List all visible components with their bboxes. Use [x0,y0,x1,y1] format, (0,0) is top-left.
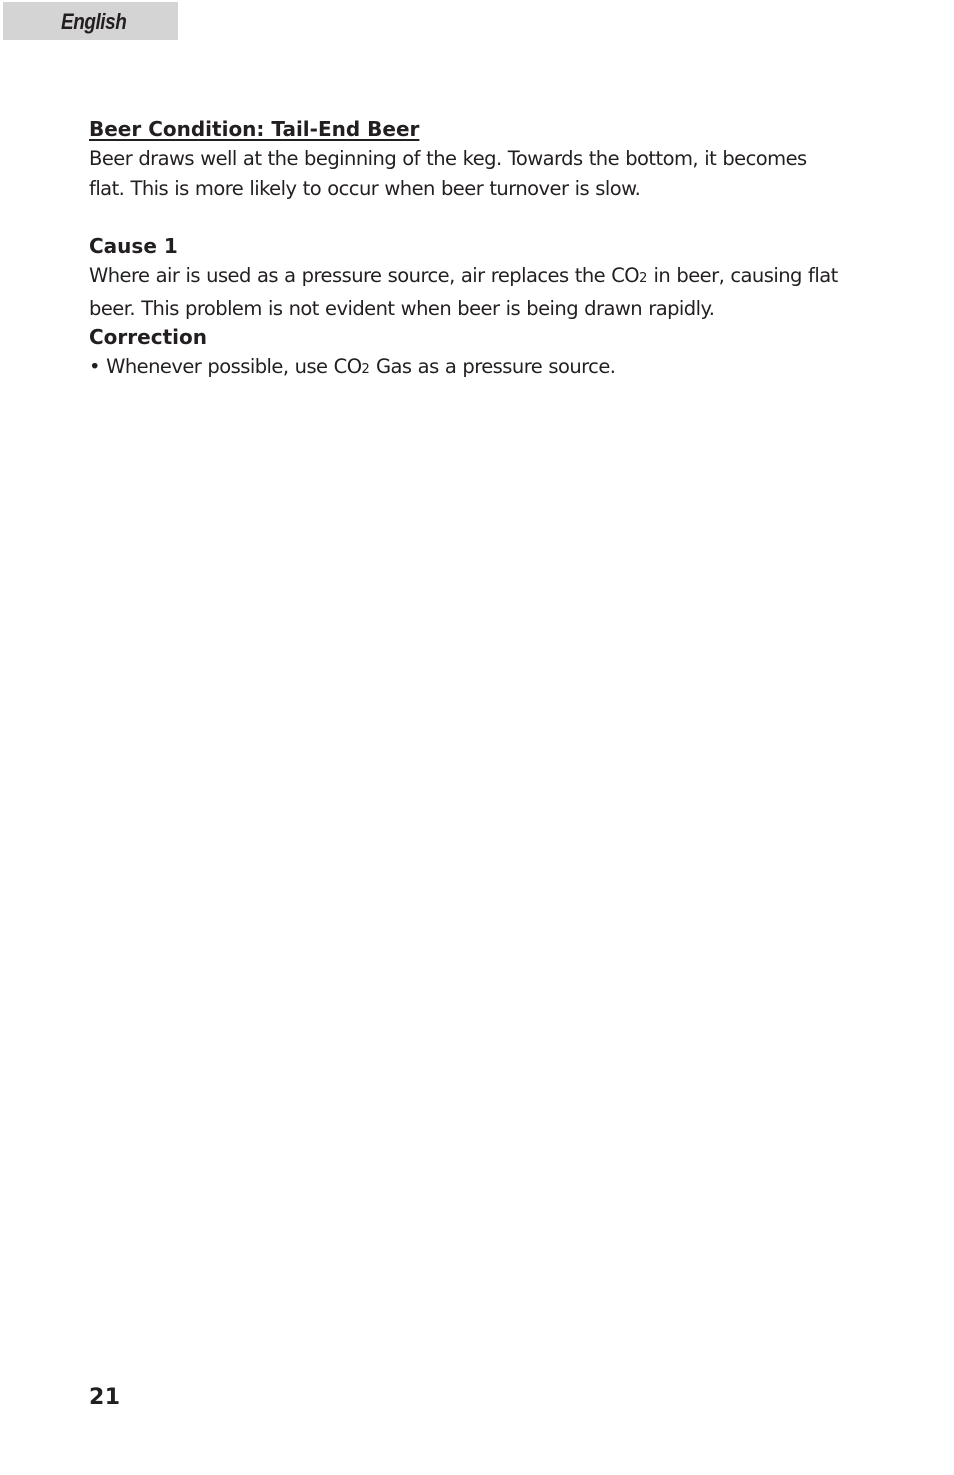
co2-subscript: 2 [639,271,648,286]
correction-item-start: • Whenever possible, use CO [89,355,362,378]
co2-subscript: 2 [361,362,370,377]
cause-line-1-end: in beer, causing flat [647,264,838,287]
paragraph-spacer [89,203,869,232]
intro-line-1: Beer draws well at the beginning of the keg. Towards the bottom, it becomes [89,147,807,170]
cause-heading: Cause 1 [89,234,178,258]
intro-line-2: flat. This is more likely to occur when beer turnover is slow. [89,176,641,200]
cause-line-1 [89,261,869,294]
page-number: 21 [89,1385,121,1410]
correction-item [89,352,869,385]
section-title: Beer Condition: Tail-End Beer [89,117,420,141]
correction-heading: Correction [89,325,207,349]
language-label: English [61,9,127,34]
language-tab [3,2,178,40]
correction-item-end: Gas as a pressure source. [369,355,616,378]
cause-line-2: beer. This problem is not evident when beer is being drawn rapidly. [89,296,715,320]
cause-line-1-start: Where air is used as a pressure source, air replaces the CO [89,264,640,287]
page-content [89,115,869,385]
